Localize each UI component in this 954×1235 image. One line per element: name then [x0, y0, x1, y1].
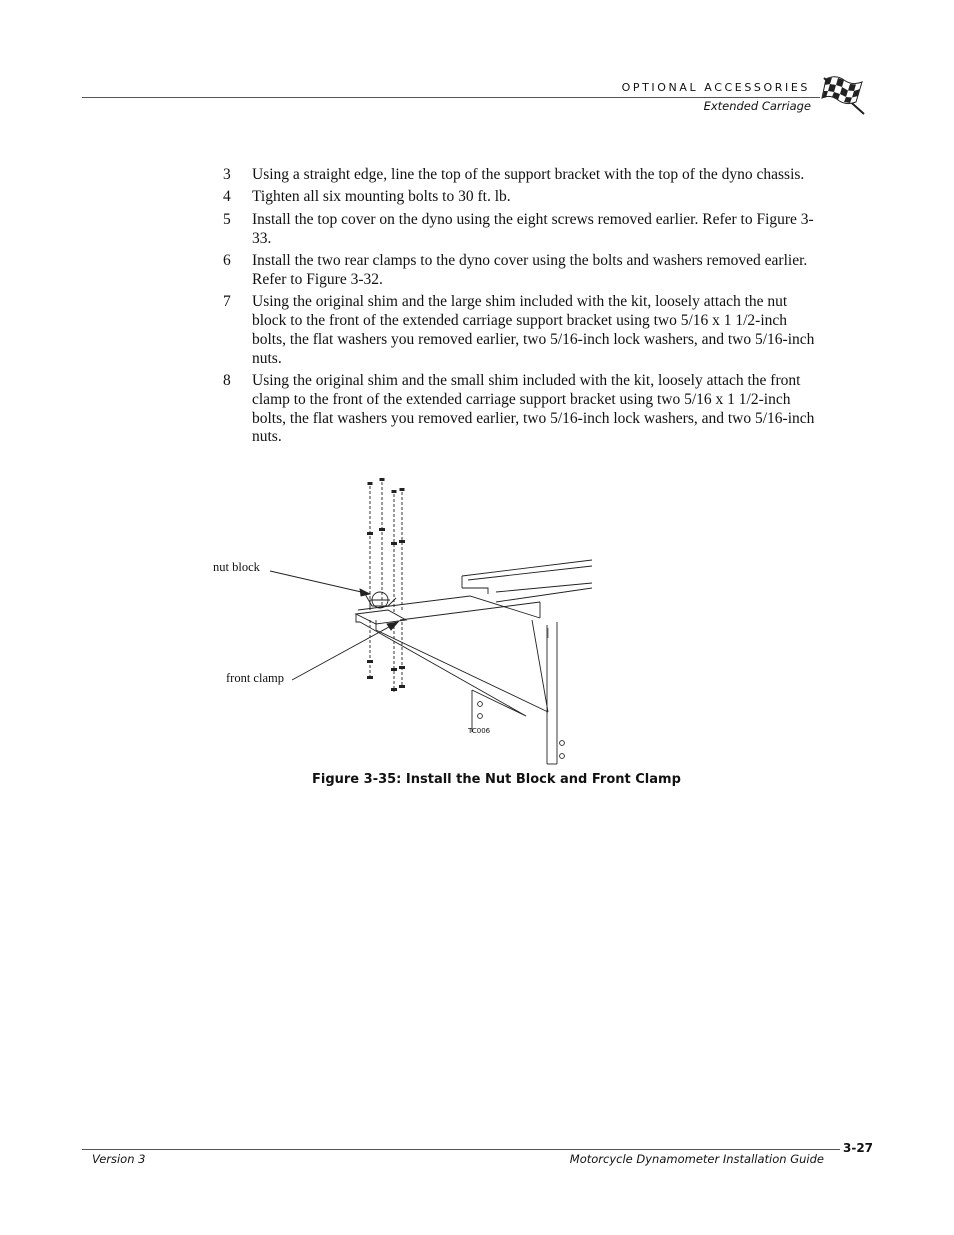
- step-number: 4: [223, 188, 231, 206]
- step-item: [223, 188, 823, 207]
- step-item: [223, 293, 823, 368]
- step-item: [223, 166, 823, 185]
- step-number: 8: [223, 371, 231, 389]
- step-text: Using the original shim and the small shim included with the kit, loosely attach the front clamp to the front of the extended carriage support bracket using two 5/16 x 1 1/2-inch bolts, the flat washers you removed earlier, two 5/16-inch lock washers, and two 5/16-inch nuts.: [252, 371, 815, 446]
- step-number: 3: [223, 166, 231, 183]
- step-text: Using the original shim and the large shim included with the kit, loosely attach the nut block to the front of the extended carriage support bracket using two 5/16 x 1 1/2-inch bolts, the flat washers you removed earlier, two 5/16-inch lock washers, and two 5/16-inch nuts.: [252, 293, 815, 367]
- header-subsection-title: Extended Carriage: [703, 99, 811, 113]
- step-number: 7: [223, 293, 231, 311]
- label-front-clamp: front clamp: [226, 671, 284, 685]
- footer-rule: [82, 1149, 840, 1150]
- step-text: Install the two rear clamps to the dyno cover using the bolts and washers removed earlier. Refer to Figure 3-32.: [252, 251, 808, 288]
- nut-block-front-clamp-drawing: [210, 470, 610, 770]
- step-number: 6: [223, 251, 231, 269]
- header-rule: [82, 97, 820, 98]
- step-item: [223, 252, 823, 290]
- drawing-code: TC006: [468, 727, 491, 735]
- step-text: Using a straight edge, line the top of the support bracket with the top of the dyno chassis.: [252, 166, 805, 183]
- step-text: Tighten all six mounting bolts to 30 ft. lb.: [252, 188, 511, 206]
- step-text: Install the top cover on the dyno using the eight screws removed earlier. Refer to Figure 3-33.: [252, 210, 814, 247]
- figure-caption: Figure 3-35: Install the Nut Block and Front Clamp: [312, 772, 681, 787]
- label-nut-block: nut block: [213, 560, 260, 574]
- figure-3-35: [210, 470, 610, 770]
- step-number: 5: [223, 210, 231, 228]
- instruction-steps: [223, 166, 823, 451]
- footer-version: Version 3: [92, 1152, 146, 1166]
- footer-document-title: Motorcycle Dynamometer Installation Guide: [569, 1152, 824, 1166]
- header-section-title: OPTIONAL ACCESSORIES: [621, 81, 810, 94]
- step-item: [223, 372, 823, 447]
- page-number: 3-27: [843, 1141, 874, 1155]
- step-item: [223, 211, 823, 249]
- checkered-flag-icon: [820, 74, 868, 116]
